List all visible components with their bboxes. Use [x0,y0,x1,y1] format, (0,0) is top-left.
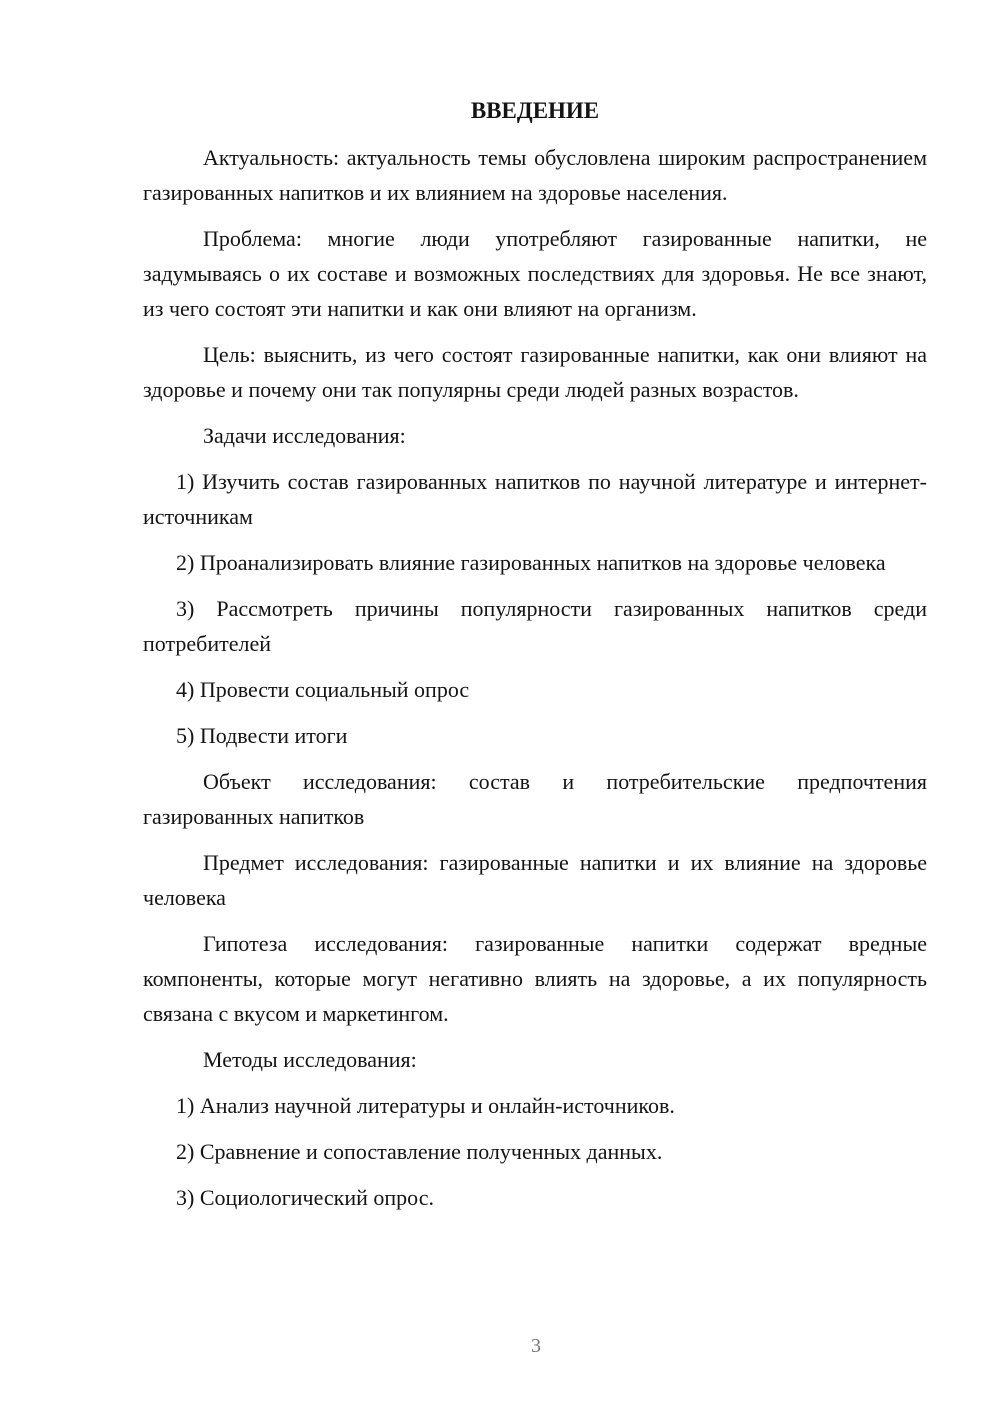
problem-paragraph: Проблема: многие люди употребляют газированные напитки, не задумываясь о их составе и возможных последствиях для здоровья. Не все знают, из чего состоят эти напитки и как они влияют на организм. [143,226,927,321]
task-item: 2) Проанализировать влияние газированных напитков на здоровье человека [176,550,886,575]
task-item: 4) Провести социальный опрос [176,677,470,702]
goal-paragraph: Цель: выяснить, из чего состоят газированные напитки, как они влияют на здоровье и почему они так популярны среди людей разных возрастов. [143,342,927,402]
method-item: 2) Сравнение и сопоставление полученных данных. [176,1139,663,1164]
page-number: 3 [531,1335,541,1357]
tasks-label: Задачи исследования: [203,423,406,448]
document-page [143,93,927,1226]
task-item: 5) Подвести итоги [176,723,348,748]
relevance-paragraph: Актуальность: актуальность темы обусловлена широким распространением газированных напитков и их влиянием на здоровье населения. [143,145,927,205]
hypothesis-paragraph: Гипотеза исследования: газированные напитки содержат вредные компоненты, которые могут негативно влиять на здоровье, а их популярность связана с вкусом и маркетингом. [143,931,927,1026]
method-item: 3) Социологический опрос. [176,1185,434,1210]
section-title: ВВЕДЕНИЕ [470,98,600,123]
methods-label: Методы исследования: [203,1047,417,1072]
object-paragraph: Объект исследования: состав и потребительские предпочтения газированных напитков [143,769,927,829]
method-item: 1) Анализ научной литературы и онлайн-источников. [176,1093,675,1118]
task-item: 3) Рассмотреть причины популярности газированных напитков среди потребителей [143,596,927,656]
subject-paragraph: Предмет исследования: газированные напитки и их влияние на здоровье человека [143,850,927,910]
task-item: 1) Изучить состав газированных напитков по научной литературе и интернет-источникам [143,469,927,529]
